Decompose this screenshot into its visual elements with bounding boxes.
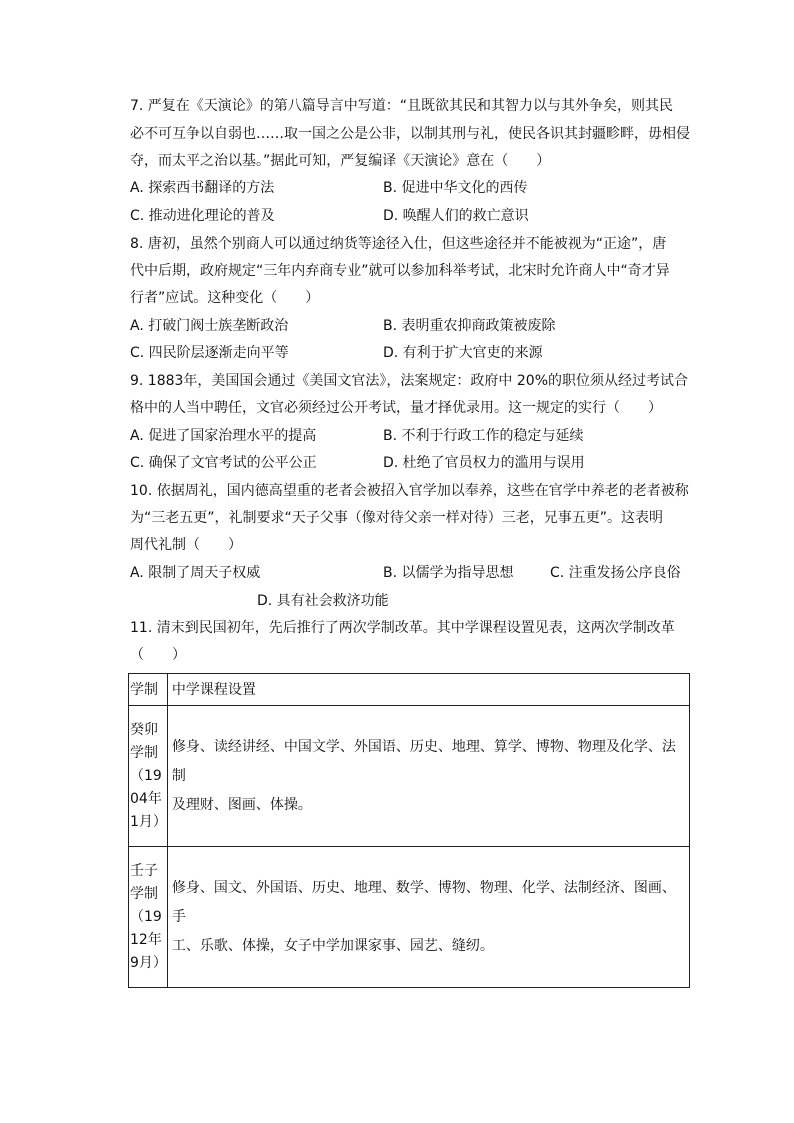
curriculum-table — [128, 673, 690, 988]
content-line: 工、乐歌、体操，女子中学加课家事、园艺、缝纫。 — [171, 937, 494, 954]
question-11-stem-line-1: 11. 清末到民国初年，先后推行了两次学制改革。其中学课程设置见表，这两次学制改革 — [130, 620, 675, 636]
table-header-row — [129, 674, 690, 706]
table-row — [129, 847, 690, 988]
name-line: 癸卯 — [130, 721, 158, 738]
question-7-option-c[interactable]: C. 推动进化理论的普及 — [130, 208, 275, 224]
question-10-option-b[interactable]: B. 以儒学为指导思想 — [383, 565, 514, 581]
school-system-name-cell — [129, 847, 168, 988]
curriculum-content-cell — [167, 706, 689, 847]
question-10-option-c[interactable]: C. 注重发扬公序良俗 — [550, 565, 681, 581]
question-9-option-b[interactable]: B. 不利于行政工作的稳定与延续 — [383, 428, 584, 444]
name-line: 12年 — [130, 931, 162, 948]
question-10-stem-line-3: 周代礼制（ ） — [130, 537, 242, 553]
question-9-option-a[interactable]: A. 促进了国家治理水平的提高 — [130, 428, 317, 444]
question-7-stem-line-3: 夺，而太平之治以基。”据此可知，严复编译《天演论》意在（ ） — [130, 153, 551, 169]
name-line: 壬子 — [130, 862, 158, 879]
question-8-option-b[interactable]: B. 表明重农抑商政策被废除 — [383, 318, 556, 334]
question-8-stem-line-1: 8. 唐初，虽然个别商人可以通过纳货等途径入仕，但这些途径并不能被视为“正途”，唐 — [130, 236, 667, 252]
question-10-option-d[interactable]: D. 具有社会救济功能 — [257, 593, 389, 609]
question-7-stem-line-2: 必不可互争以自弱也……取一国之公是公非，以制其刑与礼，使民各识其封疆畛畔，毋相侵 — [130, 126, 690, 142]
name-line: 学制 — [130, 744, 158, 761]
table-header-cell: 中学课程设置 — [167, 674, 689, 706]
question-10-option-a[interactable]: A. 限制了周天子权威 — [130, 565, 261, 581]
name-line: 学制 — [130, 885, 158, 902]
question-9-stem-line-2: 格中的人当中聘任，文官必须经过公开考试，量才择优录用。这一规定的实行（ ） — [130, 400, 662, 416]
content-line: 修身、国文、外国语、历史、地理、数学、博物、物理、化学、法制经济、图画、手 — [171, 879, 676, 925]
name-line: 04年 — [130, 790, 162, 807]
question-7-option-d[interactable]: D. 唤醒人们的救亡意识 — [383, 208, 529, 224]
question-11-stem-line-2: （ ） — [130, 647, 186, 663]
question-9-option-d[interactable]: D. 杜绝了官员权力的滥用与误用 — [383, 455, 585, 471]
name-line: （19 — [130, 908, 162, 925]
curriculum-content-cell — [167, 847, 689, 988]
content-line: 修身、读经讲经、中国文学、外国语、历史、地理、算学、博物、物理及化学、法制 — [171, 738, 676, 784]
name-line: （19 — [130, 767, 162, 784]
name-line: 9月） — [130, 954, 167, 971]
question-8-option-a[interactable]: A. 打破门阀士族垄断政治 — [130, 318, 289, 334]
table-row — [129, 706, 690, 847]
question-10-stem-line-2: 为“三老五更”，礼制要求“天子父事（像对待父亲一样对待）三老，兄事五更”。这表明 — [130, 510, 664, 526]
school-system-name-cell — [129, 706, 168, 847]
table-header-cell: 学制 — [129, 674, 168, 706]
question-10-stem-line-1: 10. 依据周礼，国内德高望重的老者会被招入官学加以奉养，这些在官学中养老的老者被称 — [130, 483, 689, 499]
question-8-stem-line-2: 代中后期，政府规定“三年内弃商专业”就可以参加科举考试，北宋时允许商人中“奇才异 — [130, 263, 670, 279]
name-line: 1月） — [130, 813, 167, 830]
question-8-stem-line-3: 行者”应试。这种变化（ ） — [130, 290, 320, 306]
question-8-option-d[interactable]: D. 有利于扩大官吏的来源 — [383, 345, 543, 361]
question-7-stem-line-1: 7. 严复在《天演论》的第八篇导言中写道：“且既欲其民和其智力以与其外争矣，则其民 — [130, 98, 674, 114]
content-line: 及理财、图画、体操。 — [171, 796, 312, 813]
question-7-option-a[interactable]: A. 探索西书翻译的方法 — [130, 180, 275, 196]
question-9-stem-line-1: 9. 1883年，美国国会通过《美国文官法》，法案规定：政府中 20%的职位须从经过考试合 — [130, 373, 689, 389]
question-9-option-c[interactable]: C. 确保了文官考试的公平公正 — [130, 455, 317, 471]
question-7-option-b[interactable]: B. 促进中华文化的西传 — [383, 180, 528, 196]
question-8-option-c[interactable]: C. 四民阶层逐渐走向平等 — [130, 345, 289, 361]
